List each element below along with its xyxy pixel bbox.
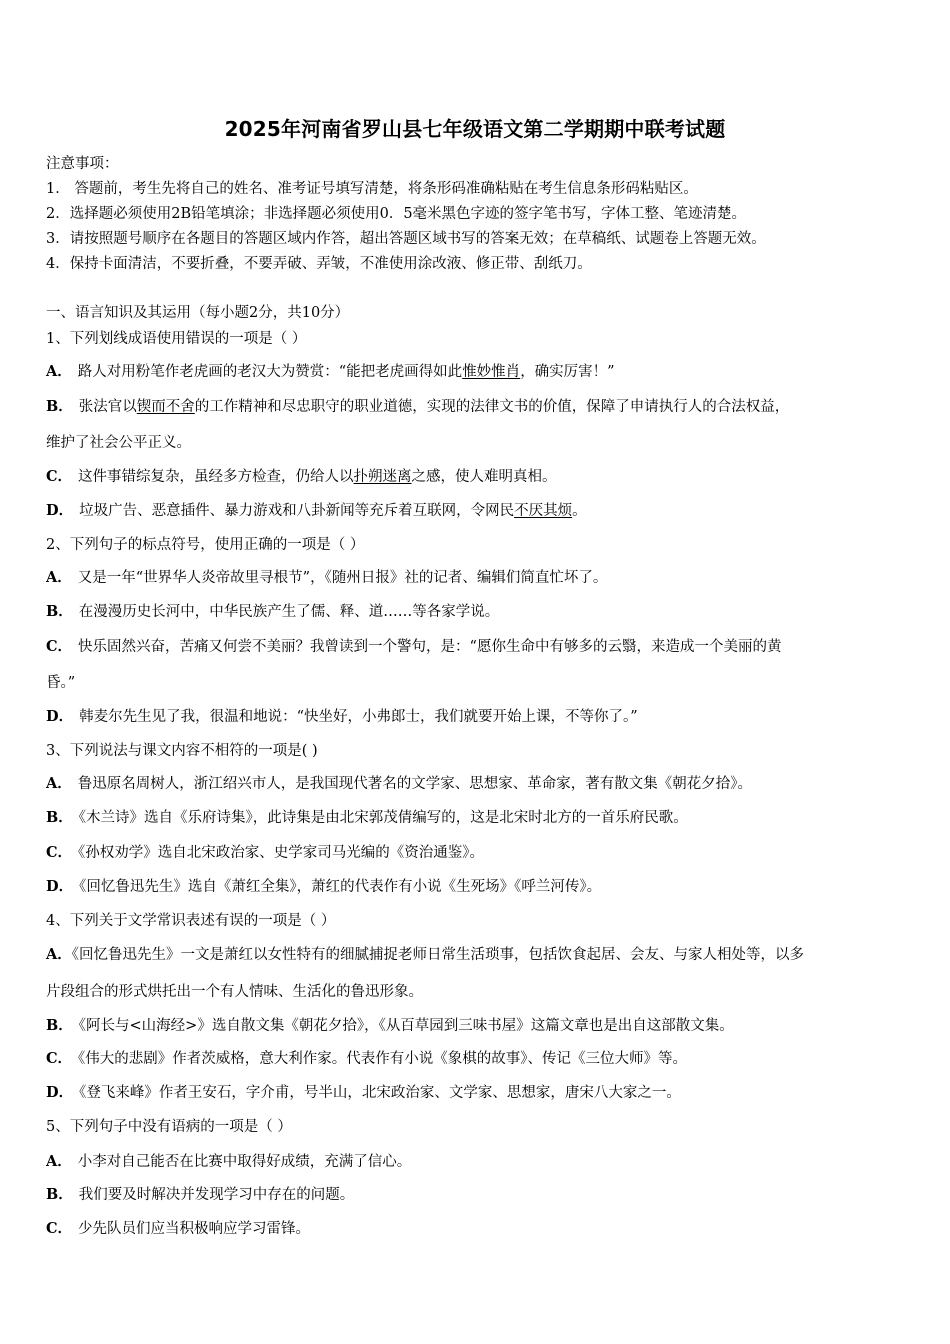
option-text: 我们要及时解决并发现学习中存在的问题。 — [78, 1187, 355, 1203]
option-c — [46, 635, 781, 656]
option-text: 鲁迅原名周树人，浙江绍兴市人，是我国现代著名的文学家、思想家、革命家，著有散文集《朝花夕拾》。 — [77, 776, 753, 792]
option-b — [46, 1183, 354, 1204]
option-text: 在漫漫历史长河中，中华民族产生了儒、释、道……等各家学说。 — [78, 604, 500, 620]
option-c — [46, 1217, 310, 1238]
option-label: D． — [46, 502, 74, 519]
option-text: 的工作精神和尽忠职守的职业道德，实现的法律文书的价值，保障了申请执行人的合法权益， — [194, 399, 790, 415]
option-label: A． — [46, 363, 72, 380]
option-label: A． — [46, 946, 72, 963]
notice-heading: 注意事项： — [46, 156, 119, 172]
option-text: 垃圾广告、恶意插件、暴力游戏和八卦新闻等充斥着互联网，令网民 — [79, 503, 515, 519]
option-b-continued: 维护了社会公平正义。 — [46, 435, 191, 451]
option-b — [46, 806, 688, 827]
option-label: C． — [46, 468, 73, 485]
option-text: 。 — [572, 503, 587, 519]
underlined-idiom: 惟妙惟肖 — [462, 364, 521, 380]
option-text: 快乐固然兴奋，苦痛又何尝不美丽？我曾读到一个警句，是：“愿你生命中有够多的云翳，来造成一个美丽的黄 — [78, 639, 782, 655]
option-label: B． — [46, 603, 73, 620]
option-b — [46, 395, 789, 416]
underlined-idiom: 锲而不舍 — [136, 399, 195, 415]
option-label: A． — [46, 1153, 72, 1170]
option-c — [46, 1047, 687, 1068]
option-text: 《木兰诗》选自《乐府诗集》，此诗集是由北宋郭茂倩编写的，这是北宋时北方的一首乐府民歌。 — [78, 810, 688, 826]
option-text: 《回忆鲁迅先生》选自《萧红全集》，萧红的代表作有小说《生死场》《呼兰河传》。 — [79, 879, 602, 895]
option-a — [46, 566, 607, 587]
underlined-idiom: 扑朔迷离 — [353, 469, 412, 485]
notice-item: 2．选择题必须使用2B铅笔填涂；非选择题必须使用0．5毫米黑色字迹的签字笔书写，字体工整、笔迹清楚。 — [46, 206, 747, 222]
option-text: 张法官以 — [78, 399, 137, 415]
option-text: 韩麦尔先生见了我，很温和地说：“快坐好，小弗郎士，我们就要开始上课，不等你了。” — [79, 709, 638, 725]
option-text: 《伟大的悲剧》作者茨威格，意大利作家。代表作有小说《象棋的故事》、传记《三位大师》等。 — [78, 1051, 688, 1067]
option-a — [46, 1150, 411, 1171]
question-stem: 3、下列说法与课文内容不相符的一项是( ) — [46, 743, 318, 759]
option-label: C． — [46, 1220, 73, 1237]
underlined-idiom: 不厌其烦 — [514, 503, 573, 519]
option-text: 路人对用粉笔作老虎画的老汉大为赞赏：“能把老虎画得如此 — [77, 364, 463, 380]
option-a — [46, 943, 804, 964]
option-text: 《回忆鲁迅先生》一文是萧红以女性特有的细腻捕捉老师日常生活琐事，包括饮食起居、会友、与家人相处等，以多 — [71, 947, 805, 963]
option-label: D． — [46, 708, 74, 725]
option-d — [46, 1081, 681, 1102]
option-text: ，确实厉害！” — [520, 364, 615, 380]
option-label: C． — [46, 638, 73, 655]
question-stem: 5、下列句子中没有语病的一项是（ ） — [46, 1119, 292, 1135]
option-label: C． — [46, 844, 73, 861]
option-a-continued: 片段组合的形式烘托出一个有人情味、生活化的鲁迅形象。 — [46, 984, 423, 1000]
option-label: A． — [46, 569, 72, 586]
option-label: D． — [46, 878, 74, 895]
option-text: 这件事错综复杂，虽经多方检查，仍给人以 — [78, 469, 354, 485]
notice-item: 4．保持卡面清洁，不要折叠，不要弄破、弄皱，不准使用涂改液、修正带、刮纸刀。 — [46, 256, 592, 272]
question-stem: 2、下列句子的标点符号，使用正确的一项是（ ） — [46, 537, 365, 553]
option-text: 《孙权劝学》选自北宋政治家、史学家司马光编的《资治通鉴》。 — [78, 845, 485, 861]
option-d — [46, 875, 601, 896]
option-label: A． — [46, 775, 72, 792]
option-text: 之感，使人难明真相。 — [411, 469, 557, 485]
option-d — [46, 499, 587, 520]
option-text: 少先队员们应当积极响应学习雷锋。 — [78, 1221, 311, 1237]
option-b — [46, 1014, 734, 1035]
option-label: B． — [46, 809, 73, 826]
option-c — [46, 465, 557, 486]
option-label: B． — [46, 1186, 73, 1203]
option-a — [46, 360, 615, 381]
option-label: B． — [46, 398, 73, 415]
option-d — [46, 705, 638, 726]
section-heading: 一、语言知识及其运用（每小题2分，共10分） — [46, 305, 350, 321]
option-label: D． — [46, 1084, 74, 1101]
notice-item: 1． 答题前，考生先将自己的姓名、准考证号填写清楚，将条形码准确粘贴在考生信息条形码粘贴区。 — [46, 181, 698, 197]
option-label: B． — [46, 1017, 73, 1034]
option-c-continued: 昏。” — [46, 675, 76, 691]
option-text: 《阿长与<山海经>》选自散文集《朝花夕拾》，《从百草园到三味书屋》这篇文章也是出自这部散文集。 — [78, 1018, 734, 1034]
question-stem: 1、下列划线成语使用错误的一项是（ ） — [46, 331, 307, 347]
option-b — [46, 600, 499, 621]
option-text: 小李对自己能否在比赛中取得好成绩，充满了信心。 — [77, 1154, 412, 1170]
option-text: 《登飞来峰》作者王安石，字介甫，号半山，北宋政治家、文学家、思想家，唐宋八大家之一。 — [79, 1085, 681, 1101]
page-title: 2025年河南省罗山县七年级语文第二学期期中联考试题 — [224, 117, 726, 141]
option-text: 又是一年“世界华人炎帝故里寻根节”，《随州日报》社的记者、编辑们简直忙坏了。 — [77, 570, 608, 586]
option-c — [46, 841, 484, 862]
question-stem: 4、下列关于文学常识表述有误的一项是（ ） — [46, 913, 336, 929]
option-label: C． — [46, 1050, 73, 1067]
option-a — [46, 772, 752, 793]
notice-item: 3．请按照题号顺序在各题目的答题区域内作答，超出答题区域书写的答案无效；在草稿纸、试题卷上答题无效。 — [46, 231, 766, 247]
